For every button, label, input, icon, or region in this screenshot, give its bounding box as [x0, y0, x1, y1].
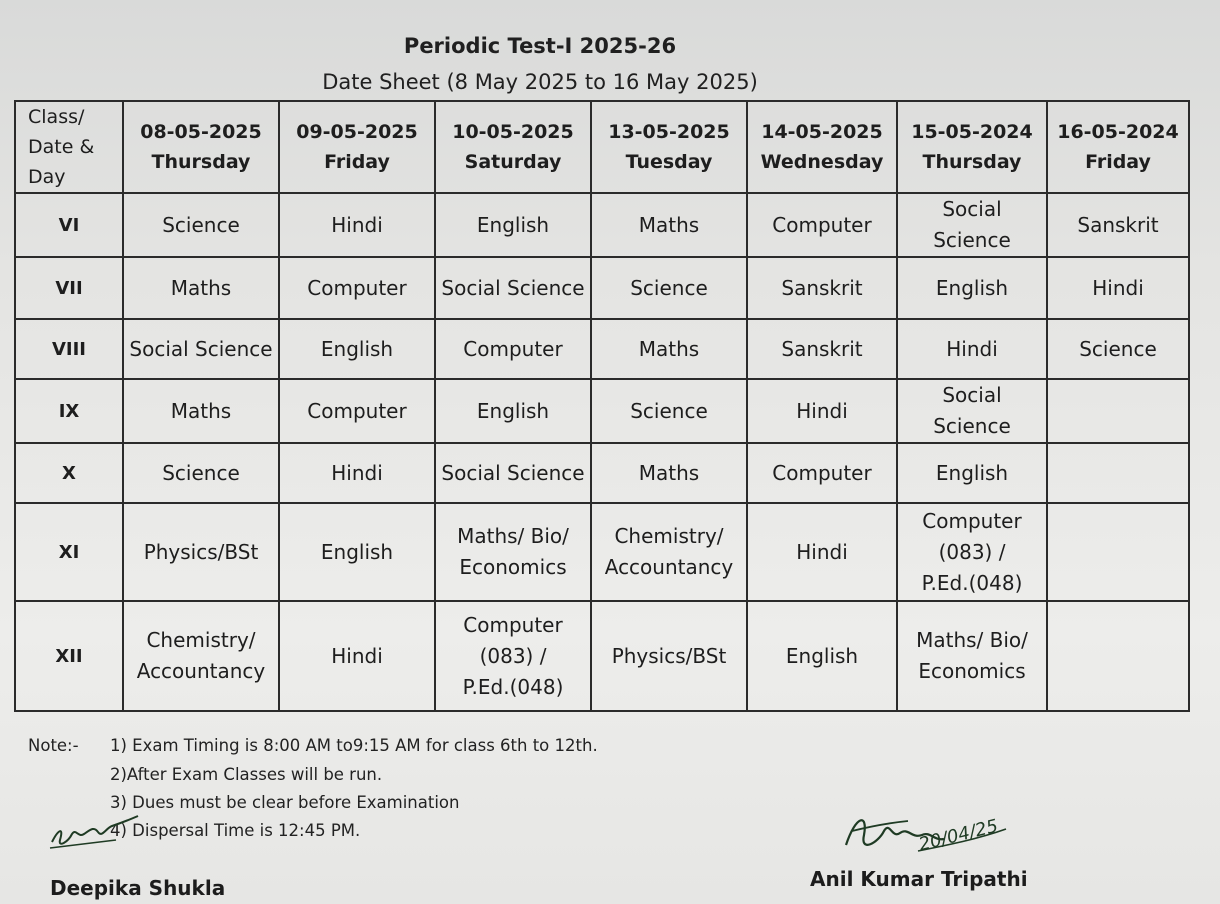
subject-text: Hindi: [796, 539, 848, 564]
subject-cell: [435, 379, 591, 443]
corner-label: Class/: [28, 106, 85, 128]
note-item: 4) Dispersal Time is 12:45 PM.: [110, 821, 361, 840]
subject-cell: [897, 601, 1047, 711]
subject-text: Sanskrit: [781, 336, 863, 361]
subject-cell: [1047, 193, 1189, 257]
subject-text: Maths: [170, 398, 232, 423]
date-header-cell: [435, 101, 591, 193]
class-cell: XI: [15, 503, 123, 601]
subject-cell: [747, 601, 897, 711]
subject-text: Social Science: [933, 197, 1011, 252]
notes-label: Note:-: [28, 736, 79, 755]
class-row: [15, 503, 1189, 601]
subject-text: Maths: [638, 336, 700, 361]
subject-text: Physics/BSt: [611, 643, 727, 668]
date-label: 09-05-2025: [296, 121, 418, 143]
subject-cell: [279, 319, 435, 379]
subject-cell: [591, 379, 747, 443]
header-row: [15, 101, 1189, 193]
subject-text: English: [476, 212, 550, 237]
subject-text: Science: [162, 212, 240, 237]
date-header-cell: [747, 101, 897, 193]
subject-text: Maths: [638, 212, 700, 237]
day-label: Saturday: [464, 151, 562, 173]
subject-cell: [897, 443, 1047, 503]
subject-text: Science: [162, 460, 240, 485]
subject-text: Maths: [638, 460, 700, 485]
subject-text: Sanskrit: [1077, 212, 1159, 237]
subject-cell: [279, 379, 435, 443]
class-row: [15, 319, 1189, 379]
class-cell: X: [15, 443, 123, 503]
date-label: 15-05-2024: [911, 121, 1033, 143]
subject-cell: [591, 257, 747, 319]
date-label: 13-05-2025: [608, 121, 730, 143]
date-label: 16-05-2024: [1057, 121, 1179, 143]
corner-label: Date &: [28, 136, 95, 158]
subject-cell: [435, 443, 591, 503]
subject-text: Science: [630, 398, 708, 423]
subject-text: Maths: [170, 275, 232, 300]
subject-text: Computer: [772, 460, 872, 485]
subject-cell: [747, 319, 897, 379]
subject-cell: [1047, 379, 1189, 443]
subject-cell: [747, 193, 897, 257]
subject-cell: [435, 319, 591, 379]
subject-cell: [897, 257, 1047, 319]
subject-cell: [897, 503, 1047, 601]
date-header-cell: [123, 101, 279, 193]
subject-text: Chemistry/: [614, 524, 724, 548]
day-label: Thursday: [151, 151, 251, 173]
subject-text: Computer: [307, 398, 407, 423]
subject-cell: [123, 319, 279, 379]
subject-text: P.Ed.(048): [921, 570, 1023, 595]
date-label: 08-05-2025: [140, 121, 262, 143]
subject-cell: [1047, 319, 1189, 379]
day-label: Friday: [1085, 151, 1151, 173]
subject-text: (083) /: [938, 539, 1006, 564]
subject-cell: [123, 503, 279, 601]
subject-text: Hindi: [331, 460, 383, 485]
subject-cell: [123, 443, 279, 503]
subject-cell: [1047, 443, 1189, 503]
note-item: 2)After Exam Classes will be run.: [110, 765, 383, 784]
class-cell: VI: [15, 193, 123, 257]
subject-text: Hindi: [946, 336, 998, 361]
subject-cell: [435, 257, 591, 319]
subject-text: Social Science: [441, 460, 585, 485]
note-item: 3) Dues must be clear before Examination: [110, 793, 460, 812]
subject-cell: [897, 379, 1047, 443]
subject-cell: [747, 379, 897, 443]
subject-text: Social Science: [933, 383, 1011, 438]
subject-text: English: [476, 398, 550, 423]
subject-cell: [435, 601, 591, 711]
subject-cell: [123, 379, 279, 443]
day-label: Tuesday: [625, 151, 713, 173]
corner-header-cell: [15, 101, 123, 193]
subject-cell: [279, 503, 435, 601]
subject-text: Economics: [918, 659, 1026, 683]
day-label: Thursday: [922, 151, 1022, 173]
subject-cell: [279, 257, 435, 319]
subject-text: Economics: [459, 555, 567, 579]
subject-cell: [747, 443, 897, 503]
subject-text: Accountancy: [136, 659, 266, 683]
subject-text: Computer: [772, 212, 872, 237]
subject-cell: [1047, 257, 1189, 319]
signatory-name-right: Anil Kumar Tripathi: [810, 867, 1028, 891]
date-sheet-table: [14, 100, 1190, 712]
note-item: 1) Exam Timing is 8:00 AM to9:15 AM for class 6th to 12th.: [110, 736, 598, 755]
subject-text: Hindi: [1092, 275, 1144, 300]
subject-text: English: [320, 539, 394, 564]
subject-cell: [1047, 503, 1189, 601]
class-cell: IX: [15, 379, 123, 443]
date-header-cell: [897, 101, 1047, 193]
document-subtitle: Date Sheet (8 May 2025 to 16 May 2025): [322, 70, 758, 94]
day-label: Wednesday: [760, 151, 884, 173]
subject-text: English: [935, 460, 1009, 485]
handwritten-signature-left: [46, 812, 156, 854]
subject-text: Hindi: [796, 398, 848, 423]
subject-cell: [435, 193, 591, 257]
subject-cell: [123, 601, 279, 711]
subject-text: Hindi: [331, 643, 383, 668]
subject-text: Maths/ Bio/: [457, 524, 569, 548]
subject-cell: [897, 319, 1047, 379]
subject-text: Social Science: [441, 275, 585, 300]
class-cell: VIII: [15, 319, 123, 379]
subject-cell: [279, 601, 435, 711]
subject-cell: [747, 257, 897, 319]
date-label: 10-05-2025: [452, 121, 574, 143]
document-title: Periodic Test-I 2025-26: [403, 34, 677, 58]
date-header-cell: [1047, 101, 1189, 193]
day-label: Friday: [324, 151, 390, 173]
subject-text: Hindi: [331, 212, 383, 237]
subject-text: Computer: [307, 275, 407, 300]
date-label: 14-05-2025: [761, 121, 883, 143]
subject-cell: [591, 601, 747, 711]
subject-cell: [591, 193, 747, 257]
class-row: [15, 379, 1189, 443]
subject-text: English: [785, 643, 859, 668]
subject-text: Computer: [922, 508, 1022, 533]
subject-cell: [897, 193, 1047, 257]
corner-label: Day: [28, 166, 66, 188]
subject-text: Sanskrit: [781, 275, 863, 300]
date-header-cell: [279, 101, 435, 193]
subject-text: Physics/BSt: [143, 539, 259, 564]
subject-text: Science: [1079, 336, 1157, 361]
class-row: [15, 193, 1189, 257]
subject-cell: [279, 193, 435, 257]
subject-text: English: [935, 275, 1009, 300]
subject-text: English: [320, 336, 394, 361]
signature-date: 20/04/25: [916, 815, 1001, 856]
subject-text: Chemistry/: [146, 628, 256, 652]
subject-text: P.Ed.(048): [462, 674, 564, 699]
subject-text: Accountancy: [604, 555, 734, 579]
subject-text: Social Science: [129, 336, 273, 361]
class-cell: VII: [15, 257, 123, 319]
subject-cell: [747, 503, 897, 601]
class-row: [15, 601, 1189, 711]
subject-cell: [123, 257, 279, 319]
subject-cell: [1047, 601, 1189, 711]
subject-cell: [591, 319, 747, 379]
subject-cell: [591, 503, 747, 601]
subject-text: (083) /: [479, 643, 547, 668]
class-row: [15, 257, 1189, 319]
subject-cell: [279, 443, 435, 503]
subject-cell: [591, 443, 747, 503]
subject-cell: [435, 503, 591, 601]
date-header-cell: [591, 101, 747, 193]
class-row: [15, 443, 1189, 503]
subject-cell: [123, 193, 279, 257]
signatory-name-left: Deepika Shukla: [50, 876, 226, 900]
subject-text: Computer: [463, 612, 563, 637]
class-cell: XII: [15, 601, 123, 711]
subject-text: Computer: [463, 336, 563, 361]
subject-text: Maths/ Bio/: [916, 628, 1028, 652]
subject-text: Science: [630, 275, 708, 300]
